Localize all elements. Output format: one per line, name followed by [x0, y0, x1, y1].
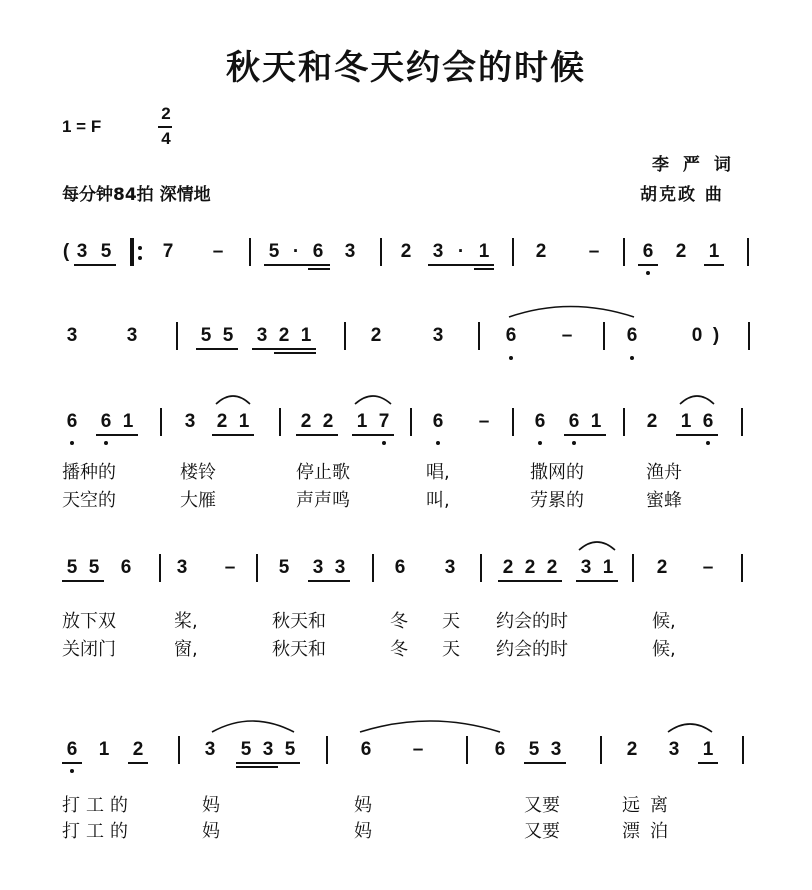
- note: 5: [240, 739, 252, 760]
- note: 6: [702, 411, 714, 432]
- note: 3: [176, 557, 188, 578]
- note: 1: [300, 325, 312, 346]
- note: 2: [535, 241, 547, 262]
- time-signature-top: 2: [161, 104, 171, 123]
- note: 5: [66, 557, 78, 578]
- repeat-bar: [130, 238, 134, 266]
- bar-line: [178, 736, 180, 764]
- note: 5: [284, 739, 296, 760]
- underline: [128, 762, 148, 764]
- note: 7: [162, 241, 174, 262]
- underline: [236, 766, 278, 768]
- note: 3: [184, 411, 196, 432]
- note: 3: [126, 325, 138, 346]
- note: 6: [66, 411, 78, 432]
- dash: –: [588, 241, 600, 262]
- octave-dot: [706, 441, 710, 445]
- note: 1: [590, 411, 602, 432]
- lyric: 打工的: [62, 821, 134, 842]
- close-paren: ): [712, 325, 720, 346]
- note: 6: [642, 241, 654, 262]
- slur: [509, 307, 634, 318]
- key-signature: 1 = F: [62, 117, 102, 136]
- lyric: 约会的时: [496, 611, 568, 632]
- underline: [264, 264, 330, 266]
- note: 2: [216, 411, 228, 432]
- bar-line: [160, 408, 162, 436]
- underline: [564, 434, 606, 436]
- slur: [680, 396, 714, 404]
- note: 2: [400, 241, 412, 262]
- bar-line: [603, 322, 605, 350]
- note: 2: [546, 557, 558, 578]
- underline: [296, 434, 338, 436]
- bar-line: [279, 408, 281, 436]
- note: 3: [76, 241, 88, 262]
- bar-line: [249, 238, 251, 266]
- slur: [668, 724, 712, 732]
- octave-dot: [104, 441, 108, 445]
- underline: [212, 434, 254, 436]
- underline: [524, 762, 566, 764]
- lyric: 天: [442, 611, 460, 632]
- note: 3: [550, 739, 562, 760]
- lyric: 又要: [524, 795, 560, 816]
- slur: [579, 542, 615, 550]
- dash: –: [212, 241, 224, 262]
- bar-line: [742, 736, 744, 764]
- octave-dot: [572, 441, 576, 445]
- note: 2: [524, 557, 536, 578]
- note: 1: [708, 241, 720, 262]
- lyric: 漂泊: [622, 821, 678, 842]
- note: 3: [334, 557, 346, 578]
- underline: [576, 580, 618, 582]
- note: 1: [602, 557, 614, 578]
- note: 1: [702, 739, 714, 760]
- bar-line: [344, 322, 346, 350]
- note: 3: [432, 241, 444, 262]
- note: 3: [580, 557, 592, 578]
- underline: [352, 434, 394, 436]
- note: 2: [646, 411, 658, 432]
- bar-line: [256, 554, 258, 582]
- lyric: 播种的: [62, 462, 116, 483]
- time-signature-line: [158, 126, 172, 128]
- lyric: 叫,: [426, 490, 450, 511]
- lyric: 停止歌: [296, 462, 350, 483]
- rest: 0: [691, 325, 703, 346]
- lyric: 声声鸣: [296, 490, 350, 511]
- bar-line: [478, 322, 480, 350]
- underline: [498, 580, 562, 582]
- song-title: 秋天和冬天约会的时候: [226, 48, 586, 88]
- lyric: 渔舟: [646, 462, 682, 483]
- dash: –: [412, 739, 424, 760]
- lyric: 又要: [524, 821, 560, 842]
- note: 2: [675, 241, 687, 262]
- note: 5: [278, 557, 290, 578]
- note: 3: [66, 325, 78, 346]
- lyric: 窗,: [174, 639, 198, 660]
- note: 5: [100, 241, 112, 262]
- underline: [308, 268, 330, 270]
- dash: –: [702, 557, 714, 578]
- note: 6: [360, 739, 372, 760]
- underline: [96, 434, 138, 436]
- lyric: 打工的: [62, 795, 134, 816]
- bar-line: [380, 238, 382, 266]
- note: 3: [444, 557, 456, 578]
- lyric: 天: [442, 639, 460, 660]
- lyric: 约会的时: [496, 639, 568, 660]
- underline: [308, 580, 350, 582]
- bar-line: [159, 554, 161, 582]
- dash: –: [478, 411, 490, 432]
- note: 6: [626, 325, 638, 346]
- note: 3: [344, 241, 356, 262]
- note: 1: [478, 241, 490, 262]
- bar-line: [372, 554, 374, 582]
- octave-dot: [382, 441, 386, 445]
- note: 2: [300, 411, 312, 432]
- slur: [360, 721, 500, 732]
- lyric: 桨,: [174, 611, 198, 632]
- dash: –: [561, 325, 573, 346]
- bar-line: [600, 736, 602, 764]
- underline: [638, 264, 658, 266]
- octave-dot: [630, 356, 634, 360]
- bar-line: [623, 238, 625, 266]
- note: 6: [120, 557, 132, 578]
- lyric: 唱,: [426, 462, 450, 483]
- composer-credit: 胡克政 曲: [640, 185, 724, 205]
- octave-dot: [70, 769, 74, 773]
- lyric: 冬: [390, 639, 408, 660]
- note: 6: [394, 557, 406, 578]
- lyric: 秋天和: [272, 611, 326, 632]
- bar-line: [512, 408, 514, 436]
- dot-aug: ·: [457, 241, 465, 262]
- bar-line: [623, 408, 625, 436]
- underline: [704, 264, 724, 266]
- note: 6: [432, 411, 444, 432]
- lyric: 妈: [354, 795, 372, 816]
- bar-line: [741, 554, 743, 582]
- note: 1: [98, 739, 110, 760]
- underline: [474, 268, 494, 270]
- underline: [274, 352, 316, 354]
- note: 2: [278, 325, 290, 346]
- bar-line: [512, 238, 514, 266]
- lyric: 妈: [202, 821, 220, 842]
- note: 2: [626, 739, 638, 760]
- bar-line: [176, 322, 178, 350]
- octave-dot: [436, 441, 440, 445]
- lyric: 候,: [652, 611, 676, 632]
- note: 3: [262, 739, 274, 760]
- octave-dot: [538, 441, 542, 445]
- bar-line: [326, 736, 328, 764]
- lyric: 候,: [652, 639, 676, 660]
- lyric: 远离: [622, 795, 678, 816]
- octave-dot: [509, 356, 513, 360]
- bar-line: [747, 238, 749, 266]
- underline: [236, 762, 300, 764]
- note: 5: [528, 739, 540, 760]
- bar-line: [410, 408, 412, 436]
- lyricist-credit: 李 严 词: [652, 155, 735, 175]
- slur: [212, 721, 294, 732]
- octave-dot: [646, 271, 650, 275]
- note: 6: [312, 241, 324, 262]
- note: 1: [238, 411, 250, 432]
- note: 5: [88, 557, 100, 578]
- dot-aug: ·: [292, 241, 300, 262]
- lyric: 大雁: [180, 490, 216, 511]
- note: 6: [66, 739, 78, 760]
- underline: [62, 580, 104, 582]
- underline: [428, 264, 494, 266]
- note: 5: [268, 241, 280, 262]
- lyric: 天空的: [62, 490, 116, 511]
- note: 3: [204, 739, 216, 760]
- bar-line: [480, 554, 482, 582]
- octave-dot: [70, 441, 74, 445]
- note: 3: [256, 325, 268, 346]
- note: 3: [312, 557, 324, 578]
- note: 2: [370, 325, 382, 346]
- note: 7: [378, 411, 390, 432]
- lyric: 楼铃: [180, 462, 216, 483]
- note: 1: [356, 411, 368, 432]
- lyric: 撒网的: [530, 462, 584, 483]
- note: 2: [322, 411, 334, 432]
- tempo-marking: 每分钟84拍 深情地: [62, 185, 211, 205]
- lyric: 冬: [390, 611, 408, 632]
- repeat-dot: [138, 246, 142, 250]
- slur: [216, 396, 250, 404]
- underline: [62, 762, 82, 764]
- note: 2: [132, 739, 144, 760]
- note: 6: [505, 325, 517, 346]
- bar-line: [748, 322, 750, 350]
- underline: [74, 264, 116, 266]
- note: 6: [534, 411, 546, 432]
- slur: [355, 396, 391, 404]
- underline: [698, 762, 718, 764]
- bar-line: [741, 408, 743, 436]
- note: 6: [568, 411, 580, 432]
- note: 5: [222, 325, 234, 346]
- underline: [252, 348, 316, 350]
- lyric: 关闭门: [62, 639, 116, 660]
- note: 3: [668, 739, 680, 760]
- note: 6: [494, 739, 506, 760]
- note: 1: [122, 411, 134, 432]
- lyric: 劳累的: [530, 490, 584, 511]
- bar-line: [466, 736, 468, 764]
- note: 3: [432, 325, 444, 346]
- lyric: 妈: [202, 795, 220, 816]
- note: 2: [656, 557, 668, 578]
- lyric: 秋天和: [272, 639, 326, 660]
- note: 2: [502, 557, 514, 578]
- note: 6: [100, 411, 112, 432]
- repeat-dot: [138, 256, 142, 260]
- lyric: 妈: [354, 821, 372, 842]
- bar-line: [632, 554, 634, 582]
- underline: [676, 434, 718, 436]
- open-paren: (: [62, 241, 70, 262]
- time-signature-bottom: 4: [161, 129, 171, 148]
- lyric: 蜜蜂: [646, 490, 682, 511]
- note: 5: [200, 325, 212, 346]
- underline: [196, 348, 238, 350]
- dash: –: [224, 557, 236, 578]
- note: 1: [680, 411, 692, 432]
- lyric: 放下双: [62, 611, 116, 632]
